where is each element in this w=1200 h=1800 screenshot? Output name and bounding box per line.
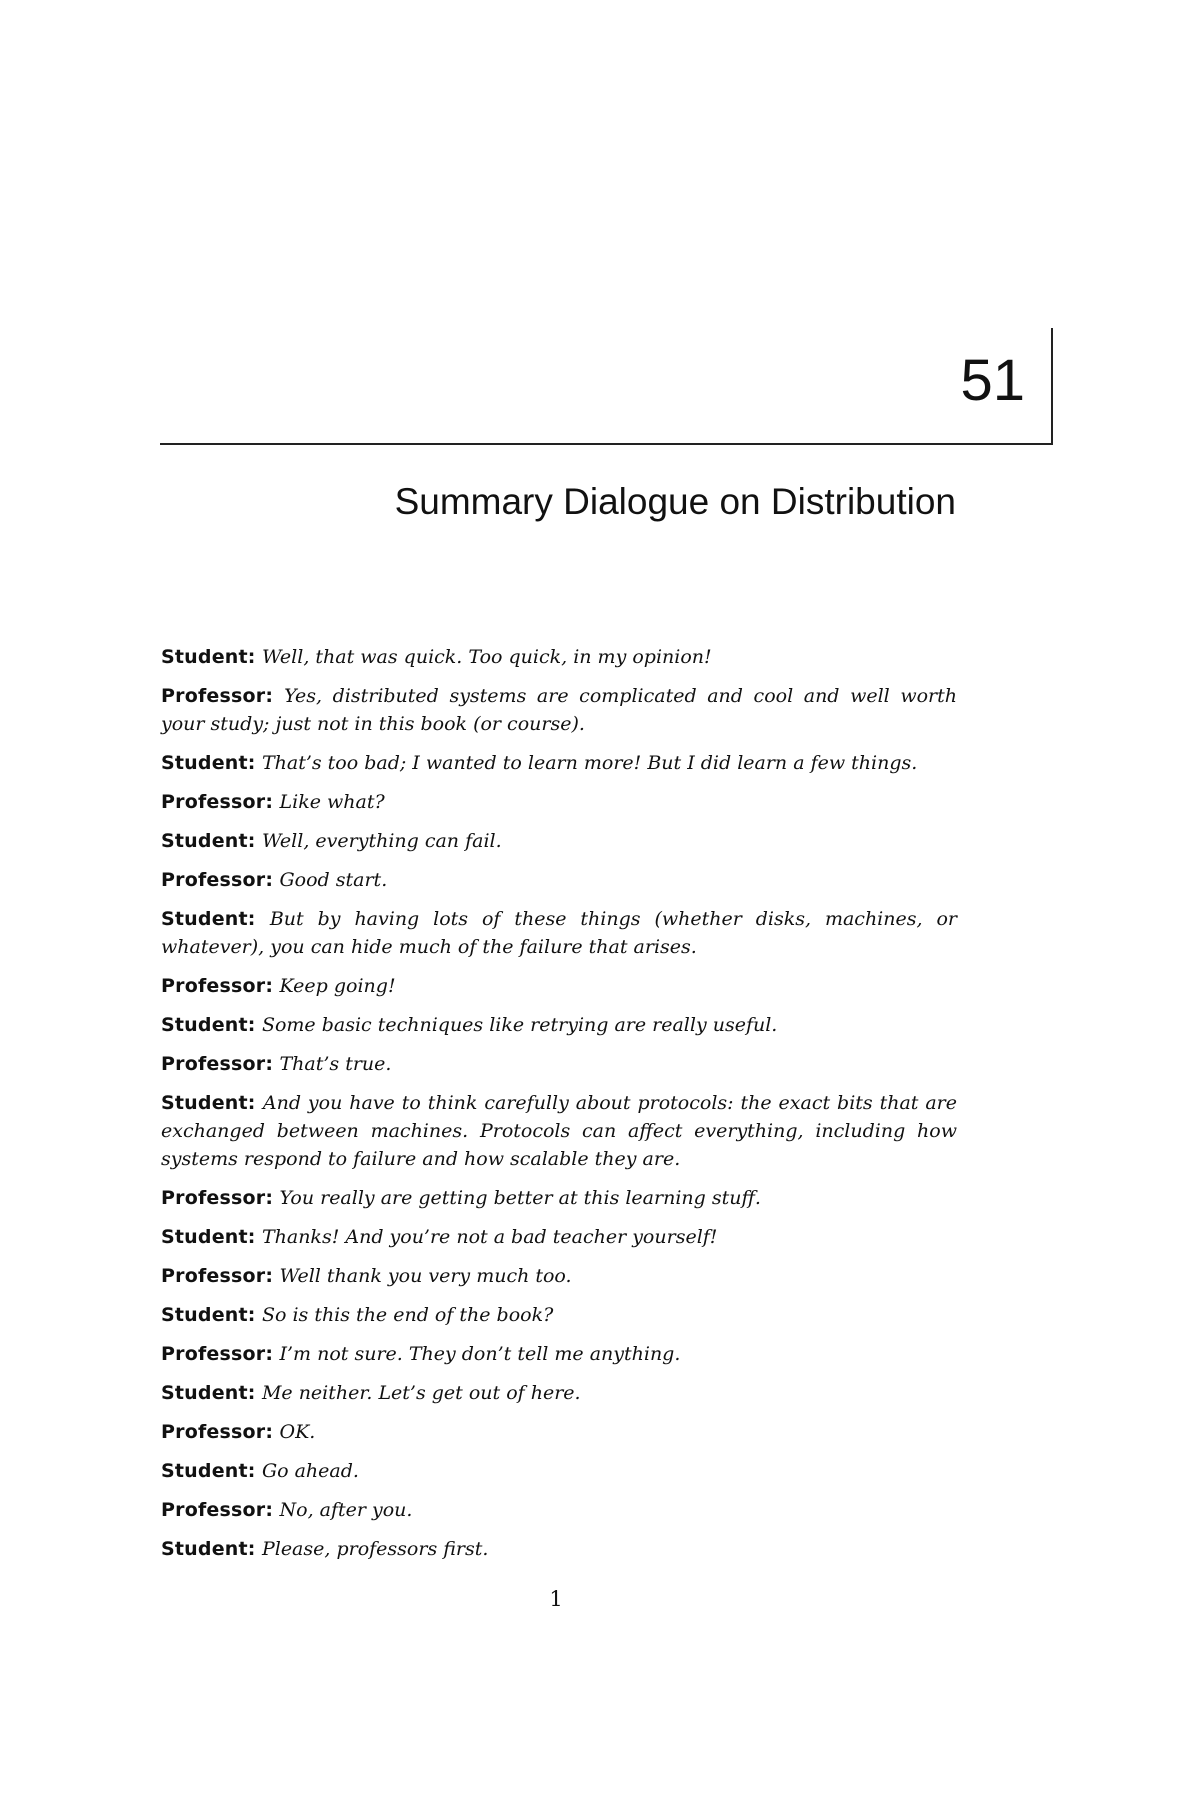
dialogue-turn: [161, 905, 957, 961]
speaker-label: Professor:: [161, 1499, 274, 1521]
speaker-label: Student:: [161, 1014, 256, 1036]
dialogue-line: Well, that was quick. Too quick, in my opinion!: [261, 646, 712, 668]
speaker-label: Professor:: [161, 1187, 274, 1209]
dialogue-turn: [161, 1050, 957, 1078]
dialogue-line: Keep going!: [279, 975, 396, 997]
dialogue-line: That’s true.: [279, 1053, 392, 1075]
speaker-label: Student:: [161, 752, 256, 774]
dialogue-turn: [161, 972, 957, 1000]
speaker-label: Student:: [161, 830, 256, 852]
speaker-label: Student:: [161, 1460, 256, 1482]
dialogue-line: Some basic techniques like retrying are really useful.: [261, 1014, 778, 1036]
dialogue-line: Me neither. Let’s get out of here.: [261, 1382, 581, 1404]
chapter-number: 51: [960, 348, 1025, 413]
dialogue-turn: [161, 1184, 957, 1212]
dialogue-turn: [161, 1262, 957, 1290]
dialogue-line: Like what?: [279, 791, 385, 813]
dialogue-line: You really are getting better at this learning stuff.: [279, 1187, 761, 1209]
dialogue-turn: [161, 827, 957, 855]
chapter-title: Summary Dialogue on Distribution: [394, 481, 956, 522]
dialogue-turn: [161, 1223, 957, 1251]
dialogue-turn: [161, 1496, 957, 1524]
dialogue-line: Yes, distributed systems are complicated and cool and well worth your study; just not in this book (or course).: [161, 685, 958, 735]
dialogue-turn: [161, 1457, 957, 1485]
dialogue-turn: [161, 866, 957, 894]
dialogue-line: I’m not sure. They don’t tell me anything.: [279, 1343, 681, 1365]
dialogue-turn: [161, 1535, 957, 1563]
speaker-label: Professor:: [161, 1053, 274, 1075]
dialogue-line: Go ahead.: [261, 1460, 359, 1482]
dialogue-turn: [161, 1011, 957, 1039]
dialogue-turn: [161, 1089, 957, 1173]
speaker-label: Professor:: [161, 869, 274, 891]
dialogue-line: Thanks! And you’re not a bad teacher yourself!: [261, 1226, 718, 1248]
dialogue-turn: [161, 749, 957, 777]
speaker-label: Student:: [161, 908, 256, 930]
dialogue-turn: [161, 1379, 957, 1407]
dialogue-line: No, after you.: [279, 1499, 413, 1521]
speaker-label: Professor:: [161, 1343, 274, 1365]
dialogue-turn: [161, 643, 957, 671]
speaker-label: Student:: [161, 1538, 256, 1560]
dialogue-line: Well thank you very much too.: [279, 1265, 572, 1287]
dialogue-line: But by having lots of these things (whether disks, machines, or whatever), you can hide much of the failure that arises.: [161, 908, 957, 958]
speaker-label: Student:: [161, 646, 256, 668]
page-number: 1: [549, 1587, 563, 1611]
dialogue-turn: [161, 1340, 957, 1368]
dialogue-turn: [161, 788, 957, 816]
speaker-label: Professor:: [161, 975, 274, 997]
dialogue-body: [161, 643, 957, 1574]
dialogue-turn: [161, 1301, 957, 1329]
dialogue-line: Good start.: [279, 869, 388, 891]
dialogue-line: Please, professors first.: [261, 1538, 489, 1560]
chapter-rule-horizontal: [160, 443, 1053, 445]
dialogue-line: So is this the end of the book?: [261, 1304, 554, 1326]
speaker-label: Student:: [161, 1382, 256, 1404]
dialogue-line: OK.: [279, 1421, 316, 1443]
dialogue-line: And you have to think carefully about protocols: the exact bits that are exchanged between machines. Protocols can affect everything, including how systems respond to failure and how scalable they are.: [161, 1092, 958, 1170]
speaker-label: Professor:: [161, 685, 274, 707]
chapter-rule-vertical: [1051, 328, 1053, 445]
speaker-label: Student:: [161, 1304, 256, 1326]
dialogue-turn: [161, 1418, 957, 1446]
speaker-label: Student:: [161, 1226, 256, 1248]
dialogue-line: Well, everything can fail.: [261, 830, 502, 852]
speaker-label: Professor:: [161, 1421, 274, 1443]
dialogue-turn: [161, 682, 957, 738]
speaker-label: Student:: [161, 1092, 256, 1114]
dialogue-line: That’s too bad; I wanted to learn more! But I did learn a few things.: [261, 752, 918, 774]
speaker-label: Professor:: [161, 1265, 274, 1287]
speaker-label: Professor:: [161, 791, 274, 813]
